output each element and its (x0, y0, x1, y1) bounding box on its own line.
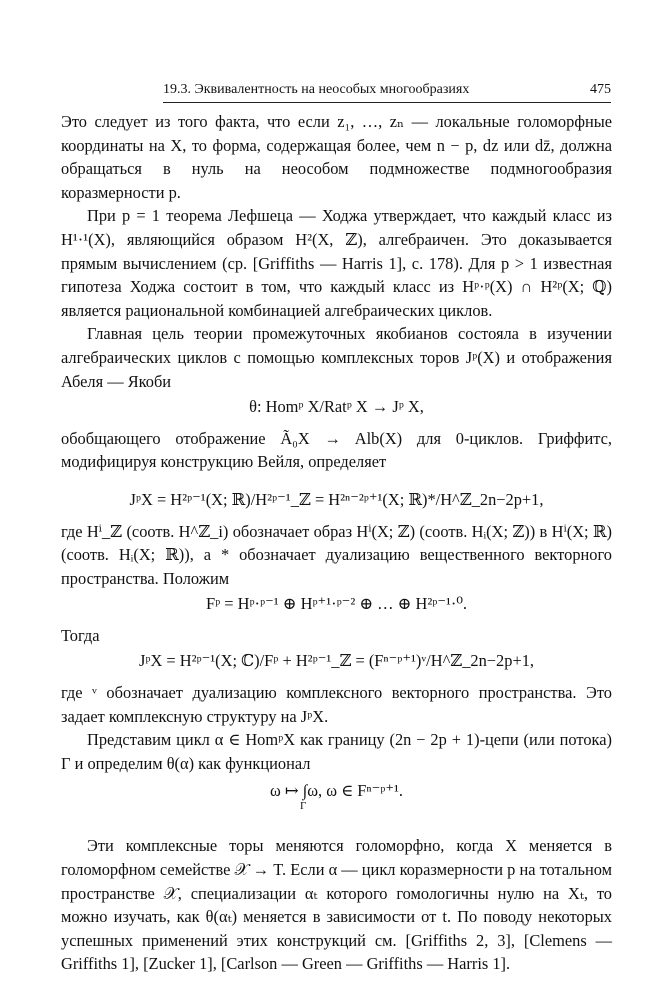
paragraph: Эти комплексные торы меняются голоморфно, когда X меняется в голоморфном семействе 𝒳 → T. Если α — цикл коразмерности p на тотальном пространстве 𝒳, специализации αₜ которого гомологичны нулю на Xₜ, то можно изучать, как θ(αₜ) меняется в зависимости от t. По поводу некоторых успешных применений этих конструкций см. [Griffiths 2, 3], [Clemens — Griffiths 1], [Zucker 1], [Carlson — Green — Griffiths — Harris 1]. (61, 836, 612, 974)
paragraph: где Hⁱ_ℤ (соотв. H^ℤ_i) обозначает образ Hⁱ(X; ℤ) (соотв. Hᵢ(X; ℤ)) в Hⁱ(X; ℝ) (соотв. Hᵢ(X; ℝ)), а * обозначает дуализацию вещественного векторного пространства. Положим (61, 521, 612, 588)
formula: JᵖX = H²ᵖ⁻¹(X; ℝ)/H²ᵖ⁻¹_ℤ = H²ⁿ⁻²ᵖ⁺¹(X; ℝ)*/H^ℤ_2n−2p+1, (129, 489, 544, 509)
integral-formula (61, 781, 612, 814)
paragraph: Это следует из того факта, что если z₁, …, zₙ — локальные голоморфные координаты на X, то форма, содержащая более, чем n − p, dz или dz̄, должна обращаться в нуль на неособом подмножестве подмногообразия коразмерности p. (61, 112, 612, 202)
paragraph: Представим цикл α ∈ HomᵖX как границу (2n − 2p + 1)-цепи (или потока) Γ и определим θ(α) как функционал (61, 730, 612, 773)
paragraph: где ᵛ обозначает дуализацию комплексного векторного пространства. Это задает комплексную структуру на JᵖX. (61, 683, 612, 726)
header-rule (163, 102, 611, 103)
paragraph: Тогда (61, 625, 100, 645)
paragraph: При p = 1 теорема Лефшеца — Ходжа утверждает, что каждый класс из H¹·¹(X), являющийся образом H²(X, ℤ), алгебраичен. Это доказывается прямым вычислением (ср. [Griffiths — Harris 1], с. 178). Для p > 1 известная гипотеза Ходжа состоит в том, что каждый класс из Hᵖ·ᵖ(X) ∩ H²ᵖ(X; ℚ) является рациональной комбинацией алгебраических циклов. (61, 206, 612, 320)
section-title: 19.3. Эквивалентность на неособых многообразиях (163, 82, 470, 97)
formula: θ: Homᵖ X/Ratᵖ X → Jᵖ X, (249, 397, 424, 417)
page-number: 475 (590, 82, 611, 97)
integral-domain: Γ (300, 800, 307, 813)
running-header (163, 80, 611, 102)
page-body (61, 110, 612, 976)
paragraph: Главная цель теории промежуточных якобианов состояла в изучении алгебраических циклов с помощью комплексных торов Jᵖ(X) и отображения Абеля — Якоби (61, 324, 612, 391)
paragraph: обобщающего отображение Ã₀X → Alb(X) для 0-циклов. Гриффитс, модифицируя конструкцию Вейля, определяет (61, 428, 612, 472)
formula: JᵖX = H²ᵖ⁻¹(X; ℂ)/Fᵖ + H²ᵖ⁻¹_ℤ = (Fⁿ⁻ᵖ⁺¹)ᵛ/H^ℤ_2n−2p+1, (139, 651, 534, 671)
formula: ω ↦ ∫ω, ω ∈ Fⁿ⁻ᵖ⁺¹. (270, 781, 403, 801)
formula: Fᵖ = Hᵖ·ᵖ⁻¹ ⊕ Hᵖ⁺¹·ᵖ⁻² ⊕ … ⊕ H²ᵖ⁻¹·⁰. (205, 594, 468, 614)
